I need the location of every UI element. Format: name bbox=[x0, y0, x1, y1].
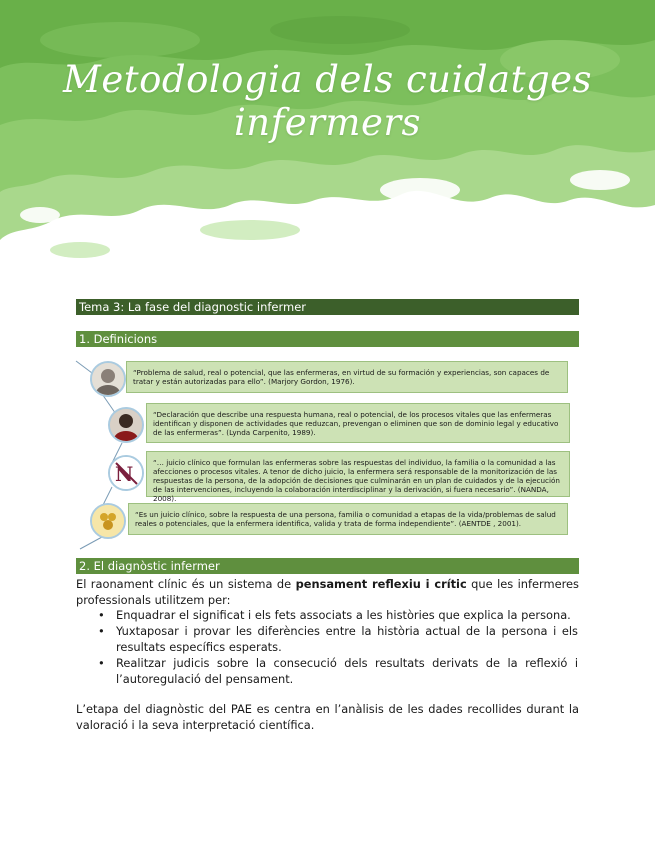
list-item: • Yuxtaposar i provar les diferències entre la història actual de la persona i els resultats específics esperats. bbox=[98, 624, 578, 654]
svg-text:N: N bbox=[115, 462, 134, 486]
section-diagnostic-title: 2. El diagnòstic infermer bbox=[76, 558, 579, 574]
definition-card bbox=[146, 451, 570, 503]
list-item: • Enquadrar el significat i els fets associats a les històries que explica la persona. bbox=[98, 608, 571, 622]
emphasis-text: pensament reflexiu i crític bbox=[295, 577, 467, 591]
gordon-portrait-icon bbox=[90, 361, 126, 397]
definition-text: “Es un juicio clínico, sobre la respuesta de una persona, familia o comunidad a etapas de la vida/problemas de salud reales o potenciales, que la enfermera identifica, valida y trata de forma independiente”. (AENTDE , 2001). bbox=[135, 510, 556, 528]
definition-text: “Declaración que describe una respuesta humana, real o potencial, de los procesos vitales que las enfermeras identifican y disponen de actividades que reduzcan, prevengan o eliminen que son de dominio legal y educativo de las enfermeras”. (Lynda Carpenito, 1989). bbox=[153, 410, 559, 437]
bullet-icon: • bbox=[98, 624, 105, 638]
nanda-logo-icon bbox=[108, 455, 144, 491]
closing-paragraph: L’etapa del diagnòstic del PAE es centra en l’anàlisis de les dades recollides durant la valoració i la seva interpretació científica. bbox=[76, 702, 579, 732]
bullet-icon: • bbox=[98, 656, 105, 670]
aentde-logo-icon bbox=[90, 503, 126, 539]
list-item: • Realitzar judicis sobre la consecució dels resultats derivats de la reflexió i l’autoregulació del pensament. bbox=[98, 656, 578, 686]
definition-card bbox=[146, 403, 570, 443]
definition-text: “Problema de salud, real o potencial, que las enfermeras, en virtud de su formación y experiencias, son capaces de tratar y están autorizadas para ello”. (Marjory Gordon, 1976). bbox=[133, 368, 550, 386]
page-title: Metodologia dels cuidatges infermers bbox=[62, 58, 593, 144]
definitions-diagram bbox=[0, 355, 655, 555]
definition-card bbox=[128, 503, 568, 535]
intro-paragraph: El raonament clínic és un sistema de pensament reflexiu i crític que les infermeres professionals utilitzem per: bbox=[76, 577, 579, 607]
section-definitions-title: 1. Definicions bbox=[76, 331, 579, 347]
bullet-icon: • bbox=[98, 608, 105, 622]
topic-header-bar: Tema 3: La fase del diagnostic infermer bbox=[76, 299, 579, 315]
definition-text: “… juicio clínico que formulan las enfermeras sobre las respuestas del individuo, la familia o la comunidad a las afecciones o procesos vitales. A tenor de dicho juicio, la enfermera será responsable de la monitorización de las respuestas de la persona, de la adopción de decisiones que culminarán en un plan de cuidados y de la ejecución de las intervenciones, incluyendo la colaboración interdisciplinar y la derivación, si fuera necesario”. (NANDA, 2008). bbox=[153, 458, 560, 503]
carpenito-portrait-icon bbox=[108, 407, 144, 443]
bullet-list bbox=[98, 607, 578, 687]
definition-card bbox=[126, 361, 568, 393]
